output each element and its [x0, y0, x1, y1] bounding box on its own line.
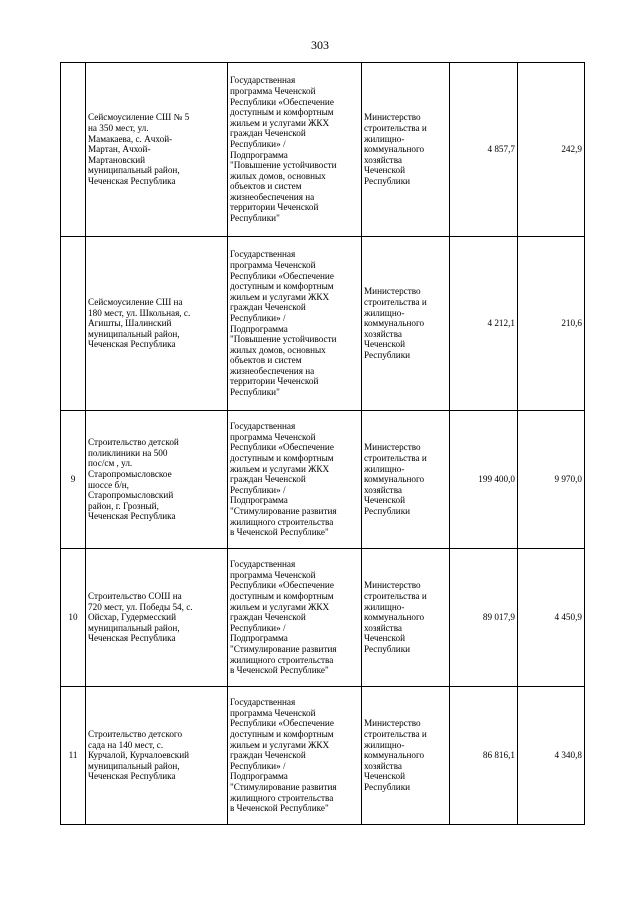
row-number — [61, 63, 86, 237]
ministry-name: Министерство строительства и жилищно- коммунального хозяйства Чеченской Республики — [362, 687, 450, 825]
ministry-name: Министерство строительства и жилищно- коммунального хозяйства Чеченской Республики — [362, 237, 450, 411]
object-name: Строительство детского сада на 140 мест, с. Курчалой, Курчалоевский муниципальный район, Чеченская Республика — [86, 687, 228, 825]
row-number: 11 — [61, 687, 86, 825]
table-row — [61, 411, 585, 549]
object-name: Строительство детской поликлиники на 500 пос/см , ул. Старопромысловское шоссе б/н, Старопромысловский район, г. Грозный, Чеченская Республика — [86, 411, 228, 549]
table-row — [61, 687, 585, 825]
object-name: Сейсмоусиление СШ № 5 на 350 мест, ул. Мамакаева, с. Ачхой- Мартан, Ачхой- Мартановский муниципальный район, Чеченская Республика — [86, 63, 228, 237]
value-share: 9 970,0 — [518, 411, 585, 549]
value-total: 4 857,7 — [450, 63, 518, 237]
row-number: 10 — [61, 549, 86, 687]
row-number: 9 — [61, 411, 86, 549]
page-number: 303 — [311, 38, 329, 52]
value-total: 86 816,1 — [450, 687, 518, 825]
projects-table — [60, 62, 585, 825]
table-row — [61, 63, 585, 237]
value-share: 4 340,8 — [518, 687, 585, 825]
program-name: Государственная программа Чеченской Республики «Обеспечение доступным и комфортным жильем и услугами ЖКХ граждан Чеченской Республики» / Подпрограмма "Повышение устойчивости жилых домов, основных объектов и систем жизнеобеспечения на территории Чеченской Республики" — [228, 237, 362, 411]
program-name: Государственная программа Чеченской Республики «Обеспечение доступным и комфортным жильем и услугами ЖКХ граждан Чеченской Республики» / Подпрограмма "Повышение устойчивости жилых домов, основных объектов и систем жизнеобеспечения на территории Чеченской Республики" — [228, 63, 362, 237]
program-name: Государственная программа Чеченской Республики «Обеспечение доступным и комфортным жильем и услугами ЖКХ граждан Чеченской Республики» / Подпрограмма "Стимулирование развития жилищного строительства в Чеченской Республике" — [228, 549, 362, 687]
value-share: 242,9 — [518, 63, 585, 237]
value-total: 4 212,1 — [450, 237, 518, 411]
table-row — [61, 549, 585, 687]
ministry-name: Министерство строительства и жилищно- коммунального хозяйства Чеченской Республики — [362, 549, 450, 687]
ministry-name: Министерство строительства и жилищно- коммунального хозяйства Чеченской Республики — [362, 411, 450, 549]
ministry-name: Министерство строительства и жилищно- коммунального хозяйства Чеченской Республики — [362, 63, 450, 237]
value-share: 4 450,9 — [518, 549, 585, 687]
program-name: Государственная программа Чеченской Республики «Обеспечение доступным и комфортным жильем и услугами ЖКХ граждан Чеченской Республики» / Подпрограмма "Стимулирование развития жилищного строительства в Чеченской Республике" — [228, 687, 362, 825]
object-name: Строительство СОШ на 720 мест, ул. Победы 54, с. Ойсхар, Гудермесский муниципальный район, Чеченская Республика — [86, 549, 228, 687]
value-total: 199 400,0 — [450, 411, 518, 549]
object-name: Сейсмоусиление СШ на 180 мест, ул. Школьная, с. Агишты, Шалинский муниципальный район, Чеченская Республика — [86, 237, 228, 411]
table-row — [61, 237, 585, 411]
row-number — [61, 237, 86, 411]
program-name: Государственная программа Чеченской Республики «Обеспечение доступным и комфортным жильем и услугами ЖКХ граждан Чеченской Республики» / Подпрограмма "Стимулирование развития жилищного строительства в Чеченской Республике" — [228, 411, 362, 549]
value-total: 89 017,9 — [450, 549, 518, 687]
value-share: 210,6 — [518, 237, 585, 411]
